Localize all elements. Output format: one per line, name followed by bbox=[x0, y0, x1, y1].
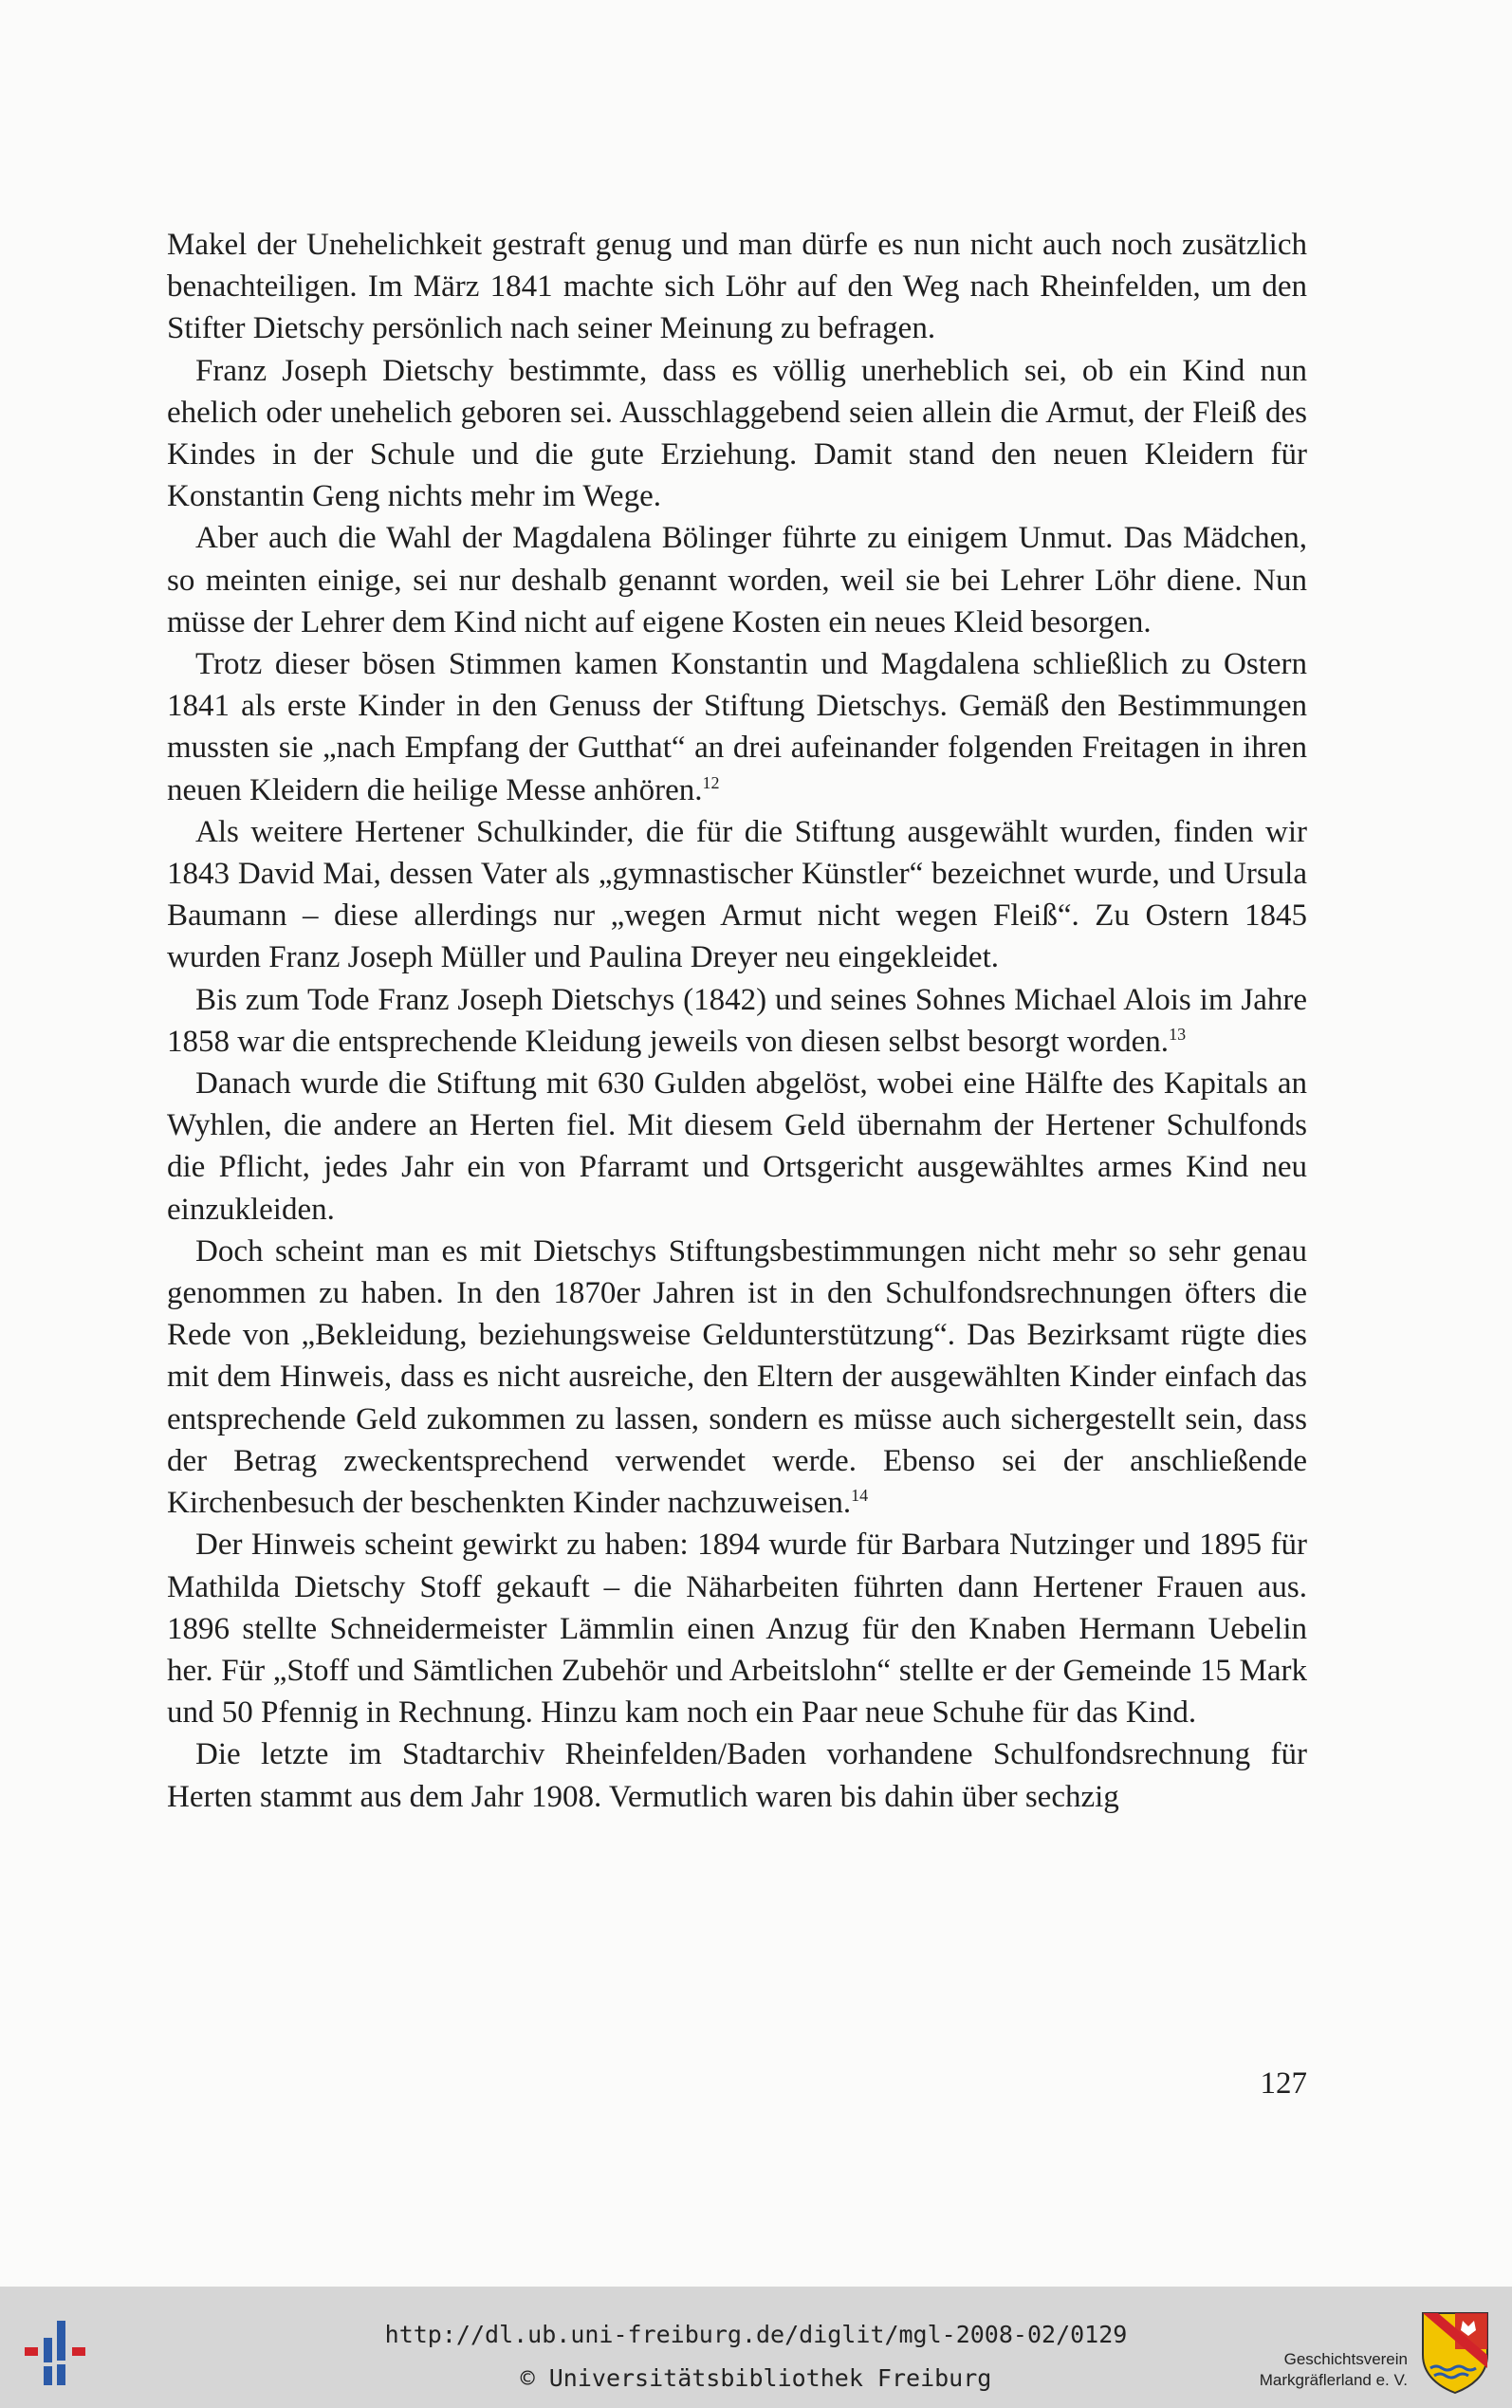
paragraph-7: Danach wurde die Stiftung mit 630 Gulden abgelöst, wobei eine Hälfte des Kapitals an Wyhlen, die andere an Herten fiel. Mit diesem Geld übernahm der Hertener Schulfonds die Pflicht, jedes Jahr ein von Pfarramt und Ortsgericht ausgewähltes armes Kind neu einzukleiden. bbox=[167, 1066, 1307, 1227]
copyright-text: © Universitätsbibliothek Freiburg bbox=[520, 2364, 992, 2392]
paragraph-4: Trotz dieser bösen Stimmen kamen Konstantin und Magdalena schließlich zu Ostern 1841 als erste Kinder in den Genuss der Stiftung Dietschys. Gemäß den Bestimmungen mussten sie „nach Empfang der Gutthat“ an drei aufeinander folgenden Freitagen in ihren neuen Kleidern die heilige Messe anhören.$^{12}$ bbox=[167, 647, 1307, 807]
paragraph-2: Franz Joseph Dietschy bestimmte, dass es völlig unerheblich sei, ob ein Kind nun ehelich oder unehelich geboren sei. Ausschlaggebend seien allein die Armut, der Fleiß des Kindes in der Schule und die gute Erziehung. Damit stand den neuen Kleidern für Konstantin Geng nichts mehr im Wege. bbox=[167, 353, 1307, 514]
paragraph-9: Der Hinweis scheint gewirkt zu haben: 1894 wurde für Barbara Nutzinger und 1895 für Mathilda Dietschy Stoff gekauft – die Näharbeiten führten dann Hertener Frauen aus. 1896 stellte Schneidermeister Lämmlin einen Anzug für den Knaben Hermann Uebelin her. Für „Stoff und Sämtlichen Zubehör und Arbeitslohn“ stellte er der Gemeinde 15 Mark und 50 Pfennig in Rechnung. Hinzu kam noch ein Paar neue Schuhe für das Kind. bbox=[167, 1528, 1307, 1731]
footnote-ref-12: 12 bbox=[702, 772, 720, 792]
paragraph-10: Die letzte im Stadtarchiv Rheinfelden/Baden vorhandene Schulfondsrechnung für Herten stammt aus dem Jahr 1908. Vermutlich waren bis dahin über sechzig bbox=[167, 1737, 1307, 1814]
verein-line-1: Geschichtsverein bbox=[1283, 2350, 1408, 2368]
verein-label bbox=[1218, 2349, 1408, 2391]
body-text bbox=[167, 224, 1307, 1818]
footnote-ref-14: 14 bbox=[851, 1486, 869, 1506]
footnote-ref-13: 13 bbox=[1169, 1024, 1187, 1044]
paragraph-3: Aber auch die Wahl der Magdalena Bölinger führte zu einigem Unmut. Das Mädchen, so meinten einige, sei nur deshalb genannt worden, weil sie bei Lehrer Löhr diene. Nun müsse der Lehrer dem Kind nicht auf eigene Kosten ein neues Kleid besorgen. bbox=[167, 521, 1307, 639]
paragraph-5: Als weitere Hertener Schulkinder, die für die Stiftung ausgewählt wurden, finden wir 1843 David Mai, dessen Vater als „gymnastischer Künstler“ bezeichnet wurde, und Ursula Baumann – diese allerdings nur „wegen Armut nicht wegen Fleiß“. Zu Ostern 1845 wurden Franz Joseph Müller und Paulina Dreyer neu eingekleidet. bbox=[167, 814, 1307, 975]
permalink-link[interactable]: http://dl.ub.uni-freiburg.de/diglit/mgl-2008-02/0129 bbox=[384, 2321, 1128, 2348]
paragraph-6: Bis zum Tode Franz Joseph Dietschys (1842) und seines Sohnes Michael Alois im Jahre 1858 war die entsprechende Kleidung jeweils von diesen selbst besorgt worden.$^{13}$ bbox=[167, 982, 1307, 1059]
paragraph-8: Doch scheint man es mit Dietschys Stiftungsbestimmungen nicht mehr so sehr genau genommen zu haben. In den 1870er Jahren ist in den Schulfondsrechnungen öfters die Rede von „Bekleidung, beziehungsweise Geldunterstützung“. Das Bezirksamt rügte dies mit dem Hinweis, dass es nicht ausreiche, den Eltern der ausgewählten Kinder einfach das entsprechende Geld zukommen zu lassen, sondern es müsse auch sichergestellt sein, dass der Betrag zweckentsprechend verwendet werde. Ebenso sei der anschließende Kirchenbesuch der beschenkten Kinder nachzuweisen.$^{14}$ bbox=[167, 1233, 1307, 1521]
page-number: 127 bbox=[1260, 2066, 1307, 2101]
ub-freiburg-logo-icon[interactable] bbox=[25, 2319, 97, 2387]
verein-line-2: Markgräflerland e. V. bbox=[1259, 2371, 1408, 2389]
paragraph-1: Makel der Unehelichkeit gestraft genug und man dürfe es nun nicht auch noch zusätzlich benachteiligen. Im März 1841 machte sich Löhr auf den Weg nach Rheinfelden, um den Stifter Dietschy persönlich nach seiner Meinung zu befragen. bbox=[167, 228, 1307, 346]
verein-crest-icon[interactable] bbox=[1421, 2311, 1489, 2395]
